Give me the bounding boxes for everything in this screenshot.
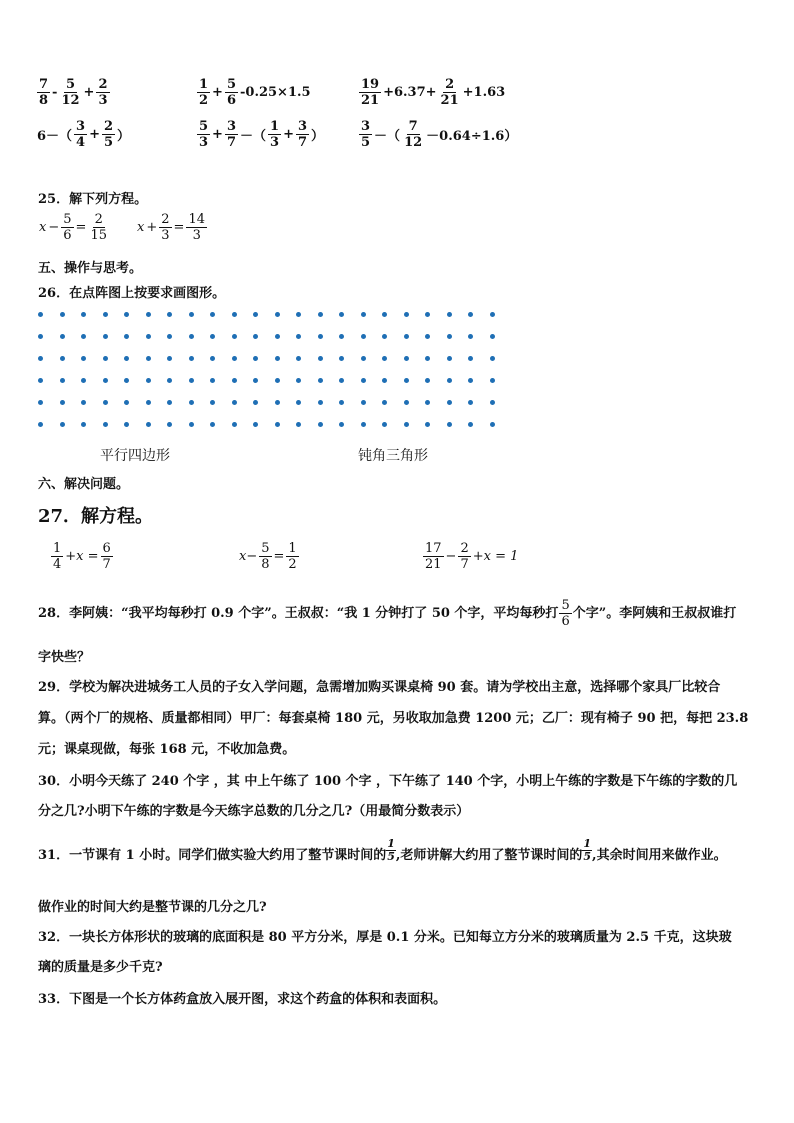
numerator: 3 xyxy=(226,119,236,134)
variable: x xyxy=(137,220,145,235)
variable: x− xyxy=(239,549,258,564)
numerator: 3 xyxy=(76,119,86,134)
grid-dot xyxy=(318,312,323,317)
section-6-heading: 六、解决问题。 xyxy=(38,477,130,492)
expression-rest: +x = 1 xyxy=(472,549,519,564)
grid-dot xyxy=(490,312,495,317)
grid-dot xyxy=(253,312,258,317)
expression-rest: -0.25×1.5 xyxy=(240,85,311,100)
expression-lead: 6－（ xyxy=(37,129,73,144)
grid-dot xyxy=(382,400,387,405)
grid-dot xyxy=(382,334,387,339)
grid-dot xyxy=(490,378,495,383)
grid-dot xyxy=(124,378,129,383)
q32-line-2: 璃的质量是多少千克? xyxy=(38,960,163,975)
numerator: 17 xyxy=(425,541,442,556)
q29-line-1: 29．学校为解决进城务工人员的子女入学问题，急需增加购买课桌椅 90 套。请为学校出主意，选择哪个家具厂比较合 xyxy=(38,680,721,695)
q31-text-1: 31．一节课有 1 小时。同学们做实验大约用了整节课时间的 xyxy=(38,848,387,863)
grid-dot xyxy=(253,422,258,427)
calc-expr-2-3 xyxy=(358,119,518,150)
grid-dot xyxy=(275,356,280,361)
equals-sign: = xyxy=(273,549,285,564)
numerator: 1 xyxy=(387,837,395,850)
grid-dot xyxy=(382,378,387,383)
grid-dot xyxy=(404,422,409,427)
grid-dot xyxy=(275,400,280,405)
grid-dot xyxy=(210,334,215,339)
question-31 xyxy=(38,838,727,863)
denominator: 12 xyxy=(61,93,80,108)
grid-dot xyxy=(425,356,430,361)
label-parallelogram: 平行四边形 xyxy=(100,448,170,464)
denominator: 3 xyxy=(270,135,280,150)
denominator: 12 xyxy=(404,135,423,150)
q31-line-2: 做作业的时间大约是整节课的几分之几? xyxy=(38,900,267,915)
grid-dot xyxy=(167,422,172,427)
operator: − xyxy=(48,220,60,235)
label-obtuse-triangle: 钝角三角形 xyxy=(358,448,428,464)
calc-expr-2-2 xyxy=(196,119,325,150)
expression-tail: －0.64÷1.6） xyxy=(426,129,518,144)
grid-dot xyxy=(490,400,495,405)
denominator: 3 xyxy=(199,135,209,150)
denominator: 4 xyxy=(76,135,86,150)
grid-dot xyxy=(468,378,473,383)
grid-dot xyxy=(60,378,65,383)
denominator: 5 xyxy=(583,850,592,863)
grid-dot xyxy=(124,400,129,405)
grid-dot xyxy=(468,312,473,317)
grid-dot xyxy=(447,400,452,405)
grid-dot xyxy=(490,356,495,361)
denominator: 5 xyxy=(387,850,395,863)
grid-dot xyxy=(103,312,108,317)
grid-dot xyxy=(296,400,301,405)
grid-dot xyxy=(339,356,344,361)
grid-dot xyxy=(318,356,323,361)
q28-line-2: 字快些？ xyxy=(38,650,91,665)
grid-dot xyxy=(124,356,129,361)
grid-dot xyxy=(146,334,151,339)
operator: - xyxy=(52,85,58,100)
grid-dot xyxy=(275,378,280,383)
denominator: 3 xyxy=(192,228,201,243)
numerator: 1 xyxy=(583,837,592,850)
numerator: 14 xyxy=(188,212,205,227)
denominator: 6 xyxy=(63,228,72,243)
grid-dot xyxy=(361,312,366,317)
grid-dot xyxy=(210,378,215,383)
grid-dot xyxy=(425,422,430,427)
grid-dot xyxy=(382,356,387,361)
q33-line-1: 33．下图是一个长方体药盒放入展开图，求这个药盒的体积和表面积。 xyxy=(38,992,447,1007)
equals-sign: = xyxy=(75,220,87,235)
q29-line-3: 元；课桌现做，每张 168 元，不收加急费。 xyxy=(38,742,296,757)
grid-dot xyxy=(425,400,430,405)
grid-dot xyxy=(38,334,43,339)
grid-dot xyxy=(103,356,108,361)
grid-dot xyxy=(275,334,280,339)
grid-dot xyxy=(167,378,172,383)
q32-line-1: 32．一块长方体形状的玻璃的底面积是 80 平方分米，厚是 0.1 分米。已知每立方分米的玻璃质量为 2.5 千克，这块玻 xyxy=(38,930,732,945)
denominator: 3 xyxy=(98,93,108,108)
grid-dot xyxy=(275,312,280,317)
grid-dot xyxy=(404,400,409,405)
grid-dot xyxy=(339,312,344,317)
grid-dot xyxy=(296,422,301,427)
numerator: 19 xyxy=(361,77,380,92)
grid-dot xyxy=(404,334,409,339)
q30-line-2: 分之几?小明下午练的字数是今天练字总数的几分之几?（用最简分数表示） xyxy=(38,804,470,819)
expression-mid: －（ xyxy=(240,129,267,144)
grid-dot xyxy=(38,378,43,383)
grid-dot xyxy=(447,422,452,427)
numerator: 3 xyxy=(361,119,371,134)
grid-dot xyxy=(404,312,409,317)
dot-grid[interactable] xyxy=(38,312,518,432)
grid-dot xyxy=(124,312,129,317)
grid-dot xyxy=(189,312,194,317)
numerator: 6 xyxy=(102,541,111,556)
grid-dot xyxy=(146,378,151,383)
denominator: 5 xyxy=(104,135,114,150)
numerator: 7 xyxy=(408,119,418,134)
grid-dot xyxy=(425,334,430,339)
q29-line-2: 算。（两个厂的规格、质量都相同）甲厂：每套桌椅 180 元，另收取加急费 1200 元；乙厂：现有椅子 90 把，每把 23.8 xyxy=(38,711,749,726)
grid-dot xyxy=(60,356,65,361)
grid-dot xyxy=(146,312,151,317)
expression-mid: －（ xyxy=(374,129,401,144)
numerator: 1 xyxy=(53,541,62,556)
grid-dot xyxy=(81,334,86,339)
grid-dot xyxy=(103,378,108,383)
grid-dot xyxy=(81,400,86,405)
grid-dot xyxy=(361,422,366,427)
denominator: 7 xyxy=(102,557,111,572)
grid-dot xyxy=(60,334,65,339)
numerator: 2 xyxy=(94,212,103,227)
grid-dot xyxy=(468,400,473,405)
grid-dot xyxy=(146,356,151,361)
calc-expr-1-1 xyxy=(36,77,111,108)
grid-dot xyxy=(38,422,43,427)
grid-dot xyxy=(253,334,258,339)
operator: + xyxy=(83,85,95,100)
grid-dot xyxy=(361,356,366,361)
calc-expr-2-1 xyxy=(36,119,131,150)
grid-dot xyxy=(189,422,194,427)
denominator: 8 xyxy=(261,557,270,572)
grid-dot xyxy=(404,378,409,383)
grid-dot xyxy=(318,378,323,383)
expression-mid: +6.37+ xyxy=(383,85,437,100)
q25-equation-1 xyxy=(38,212,110,243)
grid-dot xyxy=(425,378,430,383)
numerator: 5 xyxy=(63,212,72,227)
grid-dot xyxy=(232,378,237,383)
numerator: 2 xyxy=(161,212,170,227)
grid-dot xyxy=(81,356,86,361)
grid-dot xyxy=(189,378,194,383)
grid-dot xyxy=(447,312,452,317)
question-28 xyxy=(38,598,760,629)
grid-dot xyxy=(210,356,215,361)
operator: + xyxy=(89,127,100,142)
grid-dot xyxy=(210,422,215,427)
grid-dot xyxy=(318,400,323,405)
grid-dot xyxy=(232,422,237,427)
grid-dot xyxy=(232,400,237,405)
grid-dot xyxy=(103,400,108,405)
grid-dot xyxy=(232,334,237,339)
q27-equation-1 xyxy=(50,541,114,572)
grid-dot xyxy=(253,378,258,383)
q25-equation-2 xyxy=(136,212,208,243)
grid-dot xyxy=(339,400,344,405)
question-26-title: 26．在点阵图上按要求画图形。 xyxy=(38,286,226,301)
operator: − xyxy=(445,549,457,564)
denominator: 6 xyxy=(226,93,236,108)
equals-sign: = xyxy=(173,220,185,235)
expression-rest: +1.63 xyxy=(462,85,506,100)
grid-dot xyxy=(60,400,65,405)
expression-mid: +x = xyxy=(65,549,99,564)
q27-equation-2 xyxy=(238,541,300,572)
numerator: 2 xyxy=(445,77,455,92)
denominator: 8 xyxy=(39,93,49,108)
grid-dot xyxy=(124,422,129,427)
grid-dot xyxy=(103,334,108,339)
denominator: 21 xyxy=(361,93,380,108)
grid-dot xyxy=(38,356,43,361)
calc-expr-1-2 xyxy=(196,77,312,108)
grid-dot xyxy=(339,334,344,339)
grid-dot xyxy=(81,378,86,383)
question-25-title: 25．解下列方程。 xyxy=(38,192,148,207)
grid-dot xyxy=(103,422,108,427)
grid-dot xyxy=(167,400,172,405)
grid-dot xyxy=(124,334,129,339)
grid-dot xyxy=(447,378,452,383)
q28-text-2: 个字”。李阿姨和王叔叔谁打 xyxy=(572,606,737,621)
grid-dot xyxy=(404,356,409,361)
numerator: 7 xyxy=(39,77,49,92)
q31-text-2: ,老师讲解大约用了整节课时间的 xyxy=(395,848,583,863)
q31-text-3: ,其余时间用来做作业。 xyxy=(592,848,727,863)
grid-dot xyxy=(296,356,301,361)
denominator: 21 xyxy=(440,93,459,108)
denominator: 2 xyxy=(288,557,297,572)
grid-dot xyxy=(490,422,495,427)
grid-dot xyxy=(468,422,473,427)
numerator: 5 xyxy=(226,77,236,92)
numerator: 5 xyxy=(65,77,76,92)
q30-line-1: 30．小明今天练了 240 个字 ，其 中上午练了 100 个字 ，下午练了 140 个字，小明上午练的字数是下午练的字数的几 xyxy=(38,774,738,789)
grid-dot xyxy=(447,334,452,339)
grid-dot xyxy=(38,312,43,317)
q28-text-1: 28．李阿姨：“我平均每秒打 0.9 个字”。王叔叔：“我 1 分钟打了 50 个字，平均每秒打 xyxy=(38,606,559,621)
expression-tail: ） xyxy=(117,129,131,144)
grid-dot xyxy=(81,422,86,427)
grid-dot xyxy=(296,312,301,317)
q27-equation-3 xyxy=(422,541,519,572)
grid-dot xyxy=(210,312,215,317)
grid-dot xyxy=(382,312,387,317)
numerator: 1 xyxy=(270,119,280,134)
grid-dot xyxy=(490,334,495,339)
grid-dot xyxy=(146,422,151,427)
numerator: 5 xyxy=(261,541,270,556)
grid-dot xyxy=(425,312,430,317)
grid-dot xyxy=(468,356,473,361)
denominator: 3 xyxy=(161,228,170,243)
grid-dot xyxy=(253,356,258,361)
section-5-heading: 五、操作与思考。 xyxy=(38,261,143,276)
question-27-title: 27．解方程。 xyxy=(38,506,154,527)
grid-dot xyxy=(318,334,323,339)
calc-expr-1-3 xyxy=(358,77,506,108)
denominator: 4 xyxy=(53,557,62,572)
numerator: 3 xyxy=(297,119,308,134)
grid-dot xyxy=(468,334,473,339)
denominator: 7 xyxy=(297,135,308,150)
operator: + xyxy=(212,127,223,142)
operator: + xyxy=(283,127,294,142)
grid-dot xyxy=(60,312,65,317)
denominator: 7 xyxy=(460,557,469,572)
grid-dot xyxy=(253,400,258,405)
grid-dot xyxy=(232,356,237,361)
denominator: 5 xyxy=(361,135,371,150)
expression-tail: ） xyxy=(311,129,325,144)
grid-dot xyxy=(189,400,194,405)
grid-dot xyxy=(167,356,172,361)
grid-dot xyxy=(232,312,237,317)
denominator: 15 xyxy=(90,228,107,243)
grid-dot xyxy=(318,422,323,427)
grid-dot xyxy=(296,378,301,383)
grid-dot xyxy=(339,378,344,383)
grid-dot xyxy=(81,312,86,317)
grid-dot xyxy=(210,400,215,405)
numerator: 2 xyxy=(104,119,114,134)
grid-dot xyxy=(339,422,344,427)
operator: + xyxy=(212,85,223,100)
numerator: 2 xyxy=(98,77,108,92)
grid-dot xyxy=(189,334,194,339)
numerator: 1 xyxy=(288,541,297,556)
numerator: 1 xyxy=(199,77,209,92)
grid-dot xyxy=(361,400,366,405)
denominator: 21 xyxy=(425,557,442,572)
variable: x xyxy=(39,220,47,235)
denominator: 7 xyxy=(226,135,236,150)
grid-dot xyxy=(275,422,280,427)
grid-dot xyxy=(189,356,194,361)
grid-dot xyxy=(60,422,65,427)
grid-dot xyxy=(296,334,301,339)
numerator: 2 xyxy=(460,541,469,556)
grid-dot xyxy=(361,378,366,383)
grid-dot xyxy=(447,356,452,361)
grid-dot xyxy=(146,400,151,405)
numerator: 5 xyxy=(199,119,209,134)
operator: + xyxy=(146,220,158,235)
grid-dot xyxy=(167,334,172,339)
grid-dot xyxy=(167,312,172,317)
denominator: 2 xyxy=(199,93,209,108)
grid-dot xyxy=(382,422,387,427)
denominator: 6 xyxy=(561,614,570,629)
numerator: 5 xyxy=(561,598,570,613)
grid-dot xyxy=(38,400,43,405)
grid-dot xyxy=(361,334,366,339)
